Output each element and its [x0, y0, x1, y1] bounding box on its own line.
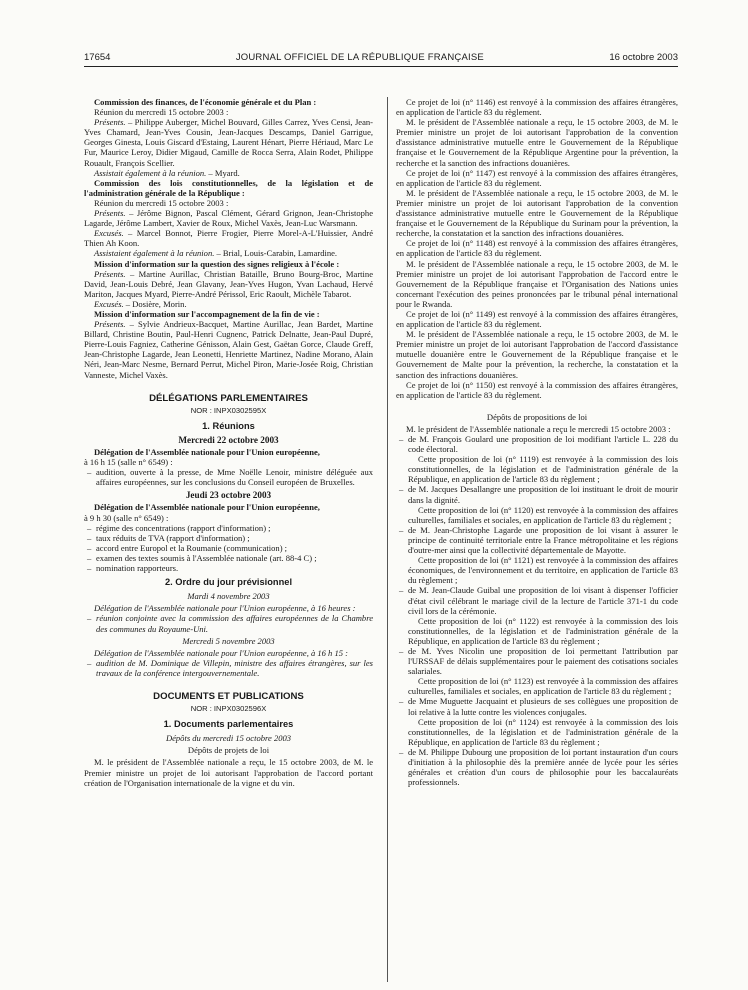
- present-names: – Martine Aurillac, Christian Bataille, Bruno Bourg-Broc, Martine David, Jean-Louis Debré, Jean Glavany, Jean-Yves Hugon, Yvan Lachaud, Hervé Mariton, Jacques Myard, Pierre-André Périssol, Eric Raoult, Michèle Tabarot.: [84, 268, 373, 299]
- attendance-paragraph: [84, 168, 373, 178]
- bill-paragraph: M. le président de l'Assemblée nationale a reçu, le 15 octobre 2003, de M. le Premier ministre un projet de loi autorisant l'approbation de l'accord d'assistance mutuelle douanière entre le Gouvernement de la République française et le Gouvernement de Malte pour la prévention, la recherche, la constatation et la sanction des infractions douanières.: [396, 329, 678, 380]
- proposal-referral: Cette proposition de loi (n° 1119) est renvoyée à la commission des lois constitutionnelles, de la législation et de l'administration générale de la République, en application de l'article 83 du règlement ;: [408, 454, 678, 485]
- agenda-item: – nomination rapporteurs.: [84, 563, 373, 573]
- agenda-item: – réunion conjointe avec la commission des affaires européennes de la Chambre des communes du Royaume-Uni.: [84, 613, 373, 633]
- delegation-time: à 9 h 30 (salle n° 6549) :: [84, 512, 169, 523]
- proposal-referral: Cette proposition de loi (n° 1123) est renvoyée à la commission des affaires culturelles, familiales et sociales, en application de l'article 83 du règlement ;: [408, 676, 678, 697]
- subsection-title-documents: 1. Documents parlementaires: [163, 719, 294, 730]
- proposal-item: [396, 696, 678, 746]
- excuses-label: Excusés.: [94, 298, 124, 309]
- assist-label: Assistait également à la réunion.: [94, 167, 207, 178]
- page-header: [84, 52, 678, 67]
- commission-heading: Commission des lois constitutionnelles, de la législation et de l'administration générale de la République :: [84, 177, 373, 198]
- agenda-day: Mardi 4 novembre 2003: [187, 591, 270, 602]
- present-names: – Jérôme Bignon, Pascal Clément, Gérard Grignon, Jean-Christophe Lagarde, Jérôme Lambert, Xavier de Roux, Michel Vaxès, Jean-Luc Warsmann.: [84, 208, 373, 229]
- present-label: Présents.: [94, 268, 126, 279]
- bill-paragraphs: [396, 97, 678, 400]
- assist-label: Assistaient également à la réunion.: [94, 248, 215, 259]
- right-column: [387, 97, 678, 982]
- attendance-paragraph: [84, 319, 373, 380]
- agenda-list: [84, 523, 373, 573]
- proposals-title: Dépôts de propositions de loi: [486, 411, 588, 422]
- attendance-paragraph: [84, 299, 373, 309]
- assist-names: – Brial, Louis-Carabin, Lamardine.: [214, 248, 338, 259]
- proposals-list: [396, 434, 678, 787]
- attendance-paragraph: [84, 269, 373, 299]
- proposal-text: de M. Yves Nicolin une proposition de loi permettant l'attribution par l'URSSAF de délais supplémentaires pour le paiement des cotisations sociales salariales.: [408, 645, 678, 677]
- subsection-title-reunions: 1. Réunions: [202, 420, 255, 431]
- agenda-list: [84, 467, 373, 487]
- agenda-item: – taux réduits de TVA (rapport d'information) ;: [84, 533, 373, 543]
- agenda-item: – examen des textes soumis à l'Assemblée nationale (art. 88-4 C) ;: [84, 553, 373, 563]
- proposal-referral: Cette proposition de loi (n° 1122) est renvoyée à la commission des lois constitutionnelles, de la législation et de l'administration générale de la République, en application de l'article 83 du règlement ;: [408, 615, 678, 646]
- present-label: Présents.: [94, 117, 126, 128]
- agenda-item: – audition de M. Dominique de Villepin, ministre des affaires étrangères, sur les travaux de la conférence intergouvernementale.: [84, 658, 373, 678]
- excuses-label: Excusés.: [94, 228, 124, 239]
- left-column: [84, 97, 375, 982]
- section-title-delegations: DÉLÉGATIONS PARLEMENTAIRES: [149, 392, 308, 404]
- subsection-title-ordre-du-jour: 2. Ordre du jour prévisionnel: [164, 577, 293, 588]
- proposal-item: [396, 434, 678, 484]
- delegation-line: Délégation de l'Assemblée nationale pour l'Union européenne,: [94, 447, 320, 457]
- commission-heading: Commission des finances, de l'économie générale et du Plan :: [94, 97, 317, 107]
- agenda-list: [84, 658, 373, 678]
- bill-paragraph: Ce projet de loi (n° 1147) est renvoyé à la commission des affaires étrangères, en application de l'article 83 du règlement.: [396, 167, 678, 188]
- nor-reference: NOR : INPX0302596X: [190, 704, 267, 714]
- proposal-item: [396, 646, 678, 696]
- proposal-text: de Mme Muguette Jacquaint et plusieurs de ses collègues une proposition de loi relative à la lutte contre les violences conjugales.: [408, 696, 678, 717]
- bill-paragraph: Ce projet de loi (n° 1146) est renvoyé à la commission des affaires étrangères, en application de l'article 83 du règlement.: [396, 97, 678, 118]
- proposal-text: de M. Philippe Dubourg une proposition de loi portant instauration d'un cours d'initiation à la philosophie dès la première année de lycée pour les séries générales et création d'un cours de philosophie pour les baccalauréats professionnels.: [408, 746, 678, 788]
- section-title-documents: DOCUMENTS ET PUBLICATIONS: [153, 690, 304, 702]
- journal-title: JOURNAL OFFICIEL DE LA RÉPUBLIQUE FRANÇAISE: [235, 52, 484, 63]
- attendance-paragraph: [84, 117, 373, 167]
- proposal-item: [396, 484, 678, 524]
- assist-names: – Myard.: [206, 167, 240, 178]
- proposal-referral: Cette proposition de loi (n° 1121) est renvoyée à la commission des affaires économiques, de l'environnement et du territoire, en application de l'article 83 du règlement ;: [408, 555, 678, 586]
- proposal-referral: Cette proposition de loi (n° 1120) est renvoyée à la commission des affaires culturelles, familiales et sociales, en application de l'article 83 du règlement ;: [408, 504, 678, 525]
- bill-paragraph: Ce projet de loi (n° 1149) est renvoyé à la commission des affaires étrangères, en application de l'article 83 du règlement.: [396, 308, 678, 330]
- present-names: – Sylvie Andrieux-Bacquet, Martine Aurillac, Jean Bardet, Martine Billard, Christine Boutin, Paul-Henri Cugnenc, Patrick Delnatte, Jean-Paul Dupré, Pierre-Louis Fagniez, Catherine Génisson, Alain Gest, Gaëtan Gorce, Claude Greff, Jean-Christophe Lagarde, Jean Leonetti, Henriette Martinez, Nadine Morano, Alain Néri, Jean-Marc Nesme, Bernard Perrut, Michel Piron, Marie-Josée Roig, Christian Vanneste, Michel Vaxès.: [84, 319, 373, 380]
- page-number: 17654: [84, 52, 111, 63]
- bill-paragraph: Ce projet de loi (n° 1150) est renvoyé à la commission des affaires étrangères, en application de l'article 83 du règlement.: [396, 379, 678, 400]
- delegation-line: Délégation de l'Assemblée nationale pour l'Union européenne,: [94, 502, 320, 513]
- bill-paragraph: Ce projet de loi (n° 1148) est renvoyé à la commission des affaires étrangères, en application de l'article 83 du règlement.: [396, 238, 678, 259]
- bill-paragraph: M. le président de l'Assemblée nationale a reçu, le 15 octobre 2003, de M. le Premier ministre un projet de loi autorisant l'approbation de l'accord entre le Gouvernement de la République française et l'Organisation des Nations unies concernant l'exécution des peines prononcées par le tribunal pénal international pour le Rwanda.: [396, 258, 678, 309]
- agenda-item: – accord entre Europol et la Roumanie (communication) ;: [84, 543, 373, 553]
- present-label: Présents.: [94, 319, 126, 330]
- present-label: Présents.: [94, 208, 126, 219]
- attendance-paragraph: [84, 248, 373, 258]
- proposal-item: [396, 747, 678, 787]
- attendance-paragraph: [84, 208, 373, 228]
- proposal-referral: Cette proposition de loi (n° 1124) est renvoyée à la commission des lois constitutionnelles, de la législation et de l'administration générale de la République, en application de l'article 83 du règlement ;: [408, 716, 678, 747]
- proposal-text: de M. François Goulard une proposition de loi modifiant l'article L. 228 du code électoral.: [408, 434, 678, 455]
- bill-paragraph: M. le président de l'Assemblée nationale a reçu, le 15 octobre 2003, de M. le Premier ministre un projet de loi autorisant l'approbation de l'accord portant création de l'Organisation internationale de la vigne et du vin.: [84, 757, 373, 788]
- deposits-subtitle: Dépôts de projets de loi: [187, 745, 270, 756]
- bill-paragraph: M. le président de l'Assemblée nationale a reçu, le 15 octobre 2003, de M. le Premier ministre un projet de loi autorisant l'approbation de la convention d'assistance administrative mutuelle entre le Gouvernement de la République française et le Gouvernement de la République du Surinam pour la prévention, la recherche, la constatation et la sanction des infractions douanières.: [396, 187, 678, 239]
- attendance-paragraph: [84, 228, 373, 248]
- meeting-day: Mercredi 22 octobre 2003: [178, 434, 279, 445]
- agenda-day: Mercredi 5 novembre 2003: [182, 635, 275, 646]
- delegation-time: à 16 h 15 (salle n° 6549) :: [84, 457, 173, 468]
- proposal-item: [396, 585, 678, 646]
- two-column-body: [84, 97, 678, 982]
- deposits-date: Dépôts du mercredi 15 octobre 2003: [165, 733, 292, 744]
- delegation-line: Délégation de l'Assemblée nationale pour l'Union européenne, à 16 heures :: [94, 603, 356, 614]
- meeting-line: Réunion du mercredi 15 octobre 2003 :: [94, 107, 229, 118]
- proposal-item: [396, 525, 678, 586]
- mission-heading: Mission d'information sur l'accompagnement de la fin de vie :: [94, 308, 320, 319]
- bill-paragraph: M. le président de l'Assemblée nationale a reçu, le 15 octobre 2003, de M. le Premier ministre un projet de loi autorisant l'approbation de la convention d'assistance administrative mutuelle entre le Gouvernement de la République française et le Gouvernement de la République Argentine pour la prévention, la recherche et la sanction des infractions douanières.: [396, 117, 678, 168]
- delegation-line: Délégation de l'Assemblée nationale pour l'Union européenne, à 16 h 15 :: [94, 647, 348, 658]
- agenda-item: – régime des concentrations (rapport d'information) ;: [84, 523, 373, 533]
- mission-heading: Mission d'information sur la question des signes religieux à l'école :: [94, 258, 340, 269]
- excuses-names: – Dosière, Morin.: [123, 298, 187, 309]
- agenda-item: – audition, ouverte à la presse, de Mme Noëlle Lenoir, ministre déléguée aux affaires européennes, sur les conclusions du Conseil européen de Bruxelles.: [84, 467, 373, 487]
- proposal-text: de M. Jean-Claude Guibal une proposition de loi visant à dispenser l'officier d'état civil célébrant le mariage civil de la lecture de l'article 371-1 du code civil lors de la cérémonie.: [408, 585, 678, 616]
- issue-date: 16 octobre 2003: [609, 52, 678, 63]
- meeting-day: Jeudi 23 octobre 2003: [185, 490, 272, 501]
- present-names: – Philippe Auberger, Michel Bouvard, Gilles Carrez, Yves Censi, Jean-Yves Chamard, Jean-Yves Cousin, Jean-Jacques Descamps, Daniel Garrigue, Georges Ginesta, Louis Giscard d'Estaing, Laurent Hénart, Pierre Hériaud, Marc Le Fur, Maurice Leroy, Didier Migaud, Camille de Rocca Serra, Alain Rodet, Philippe Rouault, François Scellier.: [84, 117, 373, 168]
- excuses-names: – Marcel Bonnot, Pierre Frogier, Pierre Morel-A-L'Huissier, André Thien Ah Koon.: [84, 228, 373, 249]
- nor-reference: NOR : INPX0302595X: [190, 405, 267, 415]
- proposal-text: de M. Jean-Christophe Lagarde une proposition de loi visant à assurer le principe de continuité territoriale entre la France métropolitaine et les régions d'outre-mer ainsi que la collectivité départementale de Mayotte.: [408, 524, 678, 556]
- agenda-list: [84, 613, 373, 633]
- proposal-text: de M. Jacques Desallangre une proposition de loi instituant le droit de mourir dans la dignité.: [408, 484, 678, 505]
- meeting-line: Réunion du mercredi 15 octobre 2003 :: [94, 197, 229, 208]
- proposal-items: [396, 434, 678, 787]
- proposals-intro: M. le président de l'Assemblée nationale a reçu le mercredi 15 octobre 2003 :: [406, 423, 671, 434]
